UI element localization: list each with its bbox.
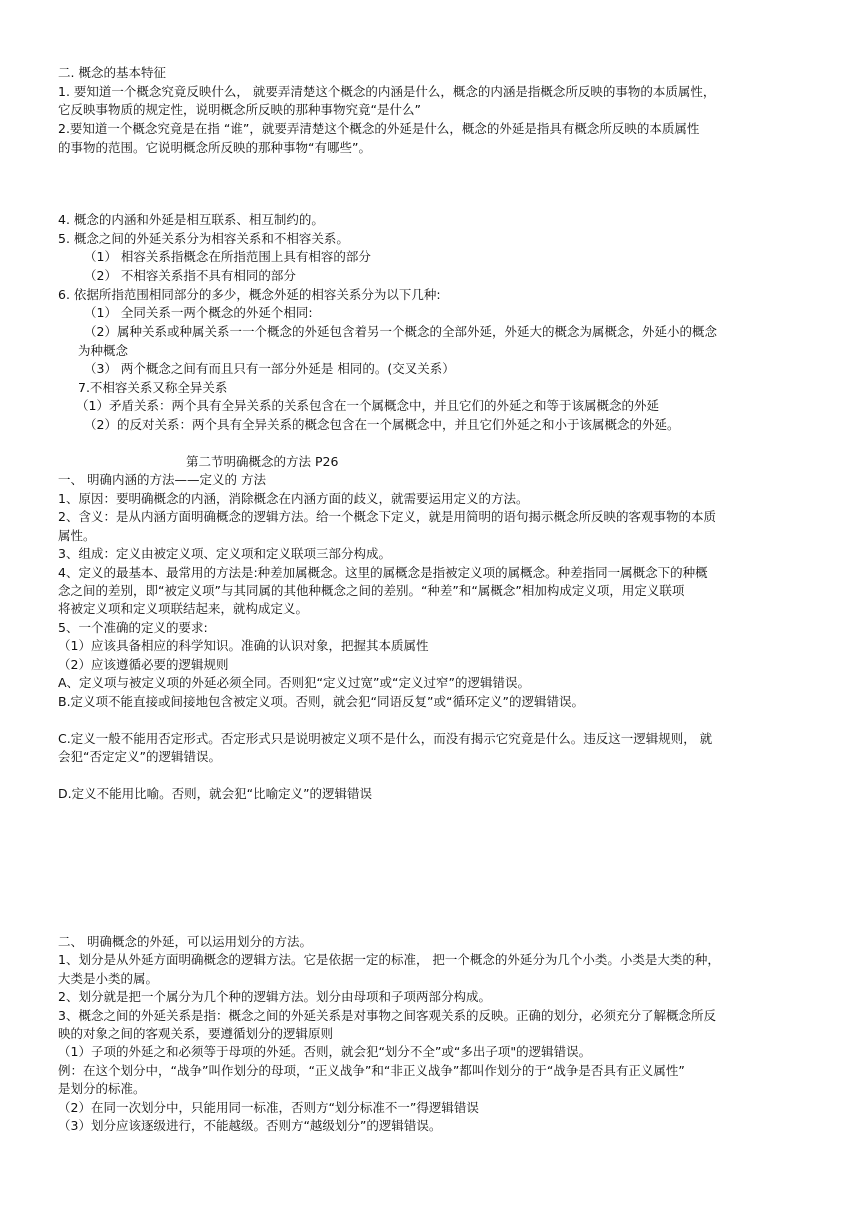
text-line: B.定义项不能直接或间接地包含被定义项。否则，就会犯“同语反复”或“循环定义”的逻辑错误。 [58,694,584,709]
text-line: （1）矛盾关系：两个具有全异关系的关系包含在一个属概念中，并且它们的外延之和等于该属概念的外延 [76,398,659,413]
text-line: 属性。 [58,528,96,543]
text-line: 1、原因：要明确概念的内涵，消除概念在内涵方面的歧义，就需要运用定义的方法。 [58,491,529,506]
text-line: （2）的反对关系：两个具有全异关系的概念包含在一个属概念中，并且它们外延之和小于该属概念的外延。 [84,417,680,432]
text-line: （2）在同一次划分中，只能用同一标准，否则方“划分标准不一”得逻辑错误 [58,1100,479,1115]
text-line: 4、定义的最基本、最常用的方法是:种差加属概念。这里的属概念是指被定义项的属概念。种差指同一属概念下的种概 [58,565,708,580]
text-line: 为种概念 [78,343,129,358]
text-line: （2） 不相容关系指不具有相同的部分 [84,268,296,283]
text-line: （1）应该具备相应的科学知识。准确的认识对象，把握其本质属性 [58,638,429,653]
text-line: 7.不相容关系又称全异关系 [78,380,228,395]
text-line: （1） 全同关系一两个概念的外延个相同: [84,305,313,320]
text-line: 是划分的标准。 [58,1081,146,1096]
section-heading: 一、 明确内涵的方法——定义的 方法 [58,472,266,487]
text-line: 6. 依据所指范围相同部分的多少，概念外延的相容关系分为以下几种: [58,287,441,302]
text-line: 念之间的差别，即“被定义项”与其同属的其他种概念之间的差别。“种差”和“属概念”相加构成定义项，用定义联项 [58,583,685,598]
text-line: （1） 相容关系指概念在所指范围上具有相容的部分 [84,249,371,264]
text-line: 3、概念之间的外延关系是指：概念之间的外延关系是对事物之间客观关系的反映。正确的划分，必须充分了解概念所反 [58,1008,716,1023]
section-heading: 二、 明确概念的外延，可以运用划分的方法。 [58,934,312,949]
text-line: （2）应该遵循必要的逻辑规则 [58,657,229,672]
text-line: C.定义一般不能用否定形式。否定形式只是说明被定义项不是什么，而没有揭示它究竟是什么。违反这一逻辑规则， 就 [58,731,713,746]
section-title: 第二节明确概念的方法 P26 [186,454,339,469]
text-line: 5、一个准确的定义的要求: [58,620,208,635]
text-line: 会犯“否定定义”的逻辑错误。 [58,749,221,764]
text-line: 例：在这个划分中，“战争”叫作划分的母项，“正义战争”和“非正义战争”都叫作划分的于“战争是否具有正义属性” [58,1063,685,1078]
text-line: A、定义项与被定义项的外延必须全同。否则犯“定义过宽”或“定义过窄”的逻辑错误。 [58,675,530,690]
text-line: 将被定义项和定义项联结起来，就构成定义。 [58,601,309,616]
text-line: 它反映事物质的规定性，说明概念所反映的那种事物究竟“是什么” [58,102,421,117]
text-line: 3、组成：定义由被定义项、定义项和定义联项三部分构成。 [58,546,391,561]
text-line: 4. 概念的内涵和外延是相互联系、相互制约的。 [58,212,324,227]
text-line: 2、划分就是把一个属分为几个种的逻辑方法。划分由母项和子项两部分构成。 [58,989,491,1004]
text-line: 映的对象之间的客观关系，要遵循划分的逻辑原则 [58,1026,334,1041]
text-line: （3）划分应该逐级进行，不能越级。否则方“越级划分”的逻辑错误。 [58,1118,442,1133]
text-line: （1）子项的外延之和必须等于母项的外延。否则，就会犯“划分不全”或“多出子项"的逻辑错误。 [58,1044,592,1059]
text-line: 5. 概念之间的外延关系分为相容关系和不相容关系。 [58,231,349,246]
text-line: 1. 要知道一个概念究竟反映什么， 就要弄清楚这个概念的内涵是什么，概念的内涵是指概念所反映的事物的本质属性， [58,84,716,99]
text-line: 2.要知道一个概念究竟是在指 “谁”，就要弄清楚这个概念的外延是什么，概念的外延是指具有概念所反映的本质属性 [58,121,700,136]
text-line: 2、含义：是从内涵方面明确概念的逻辑方法。给一个概念下定义，就是用简明的语句揭示概念所反映的客观事物的本质 [58,509,716,524]
text-line: 的事物的范围。它说明概念所反映的那种事物“有哪些”。 [58,140,371,155]
section-heading: 二. 概念的基本特征 [58,65,166,80]
text-line: （2）属种关系或种属关系一一个概念的外延包含着另一个概念的全部外延，外延大的概念为属概念，外延小的概念 [84,324,717,339]
text-line: 1、划分是从外延方面明确概念的逻辑方法。它是依据一定的标准， 把一个概念的外延分为几个小类。小类是大类的种， [58,952,720,967]
text-line: D.定义不能用比喻。否则，就会犯“比喻定义”的逻辑错误 [58,786,373,801]
text-line: 大类是小类的属。 [58,971,159,986]
text-line: （3） 两个概念之间有而且只有一部分外延是 相同的。(交叉关系） [84,361,455,376]
